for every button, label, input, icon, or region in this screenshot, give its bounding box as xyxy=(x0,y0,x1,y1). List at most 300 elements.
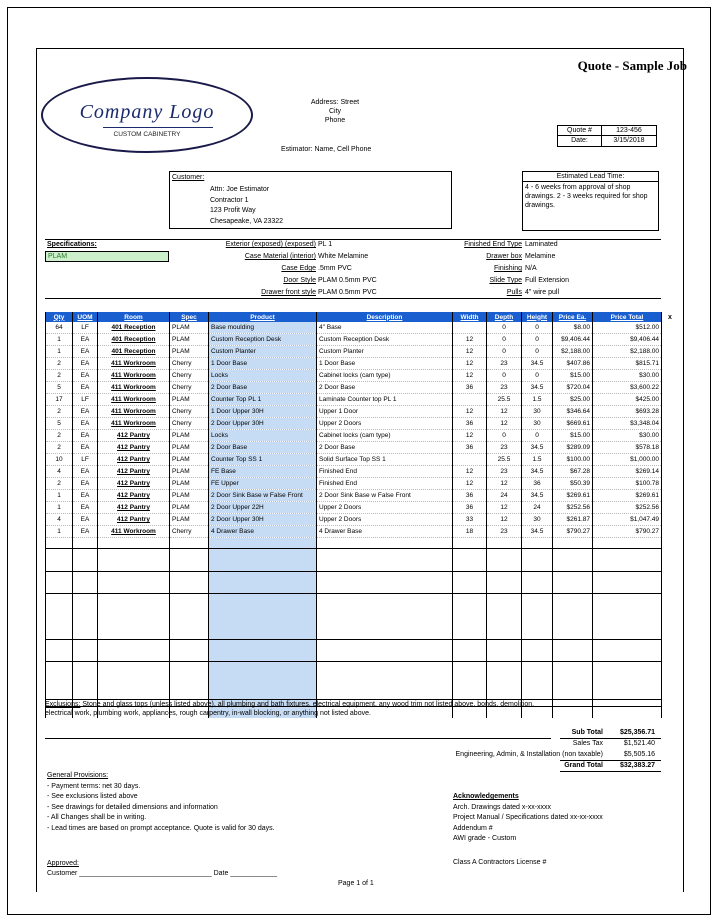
cell-qty: 1 xyxy=(46,334,73,346)
empty-cell xyxy=(553,605,593,616)
empty-cell xyxy=(453,639,487,650)
cell-width xyxy=(453,322,487,334)
col-room: Room xyxy=(98,312,170,322)
logo-subtitle: CUSTOM CABINETRY xyxy=(113,131,181,138)
empty-cell xyxy=(98,571,170,582)
cell-spec: Cherry xyxy=(170,382,209,394)
cell-uom: EA xyxy=(73,502,98,514)
cell-spec: PLAM xyxy=(170,394,209,406)
table-row xyxy=(46,442,662,454)
empty-cell xyxy=(73,639,98,650)
empty-cell xyxy=(593,571,662,582)
table-row xyxy=(46,418,662,430)
empty-row xyxy=(46,650,662,661)
cell-spec: PLAM xyxy=(170,346,209,358)
quote-date-value: 3/15/2018 xyxy=(613,137,645,144)
cell-height: 1.5 xyxy=(522,394,553,406)
empty-cell xyxy=(209,605,317,616)
cell-uom: EA xyxy=(73,478,98,490)
col-price-each: Price Ea. xyxy=(553,312,593,322)
cell-room: 411 Workroom xyxy=(98,382,170,394)
cell-uom: EA xyxy=(73,442,98,454)
acknowledgements-label: Acknowledgements xyxy=(453,793,519,800)
cell-width: 12 xyxy=(453,478,487,490)
cell-product: 1 Door Base xyxy=(209,358,317,370)
empty-cell xyxy=(170,594,209,605)
cell-description: Finished End xyxy=(317,478,453,490)
plam-highlight: PLAM xyxy=(45,251,169,262)
col-qty: Qty xyxy=(46,312,73,322)
empty-cell xyxy=(487,560,522,571)
empty-cell xyxy=(593,684,662,695)
contractor-license: Class A Contractors License # xyxy=(453,859,547,866)
cell-depth: 12 xyxy=(487,406,522,418)
cell-price-total: $2,188.00 xyxy=(593,346,662,358)
cell-depth: 0 xyxy=(487,430,522,442)
cell-height: 30 xyxy=(522,514,553,526)
cell-price-total: $269.14 xyxy=(593,466,662,478)
cell-room: 412 Pantry xyxy=(98,490,170,502)
cell-uom: EA xyxy=(73,490,98,502)
cell-qty: 2 xyxy=(46,358,73,370)
cell-description: Laminate Counter top PL 1 xyxy=(317,394,453,406)
cell-width: 12 xyxy=(453,346,487,358)
cell-qty: 4 xyxy=(46,466,73,478)
empty-cell xyxy=(46,662,73,673)
cell-spec: PLAM xyxy=(170,322,209,334)
cell-width: 12 xyxy=(453,406,487,418)
divider xyxy=(560,738,661,739)
cell-room: 411 Workroom xyxy=(98,394,170,406)
totals-row xyxy=(420,738,657,749)
spec-key: Slide Type xyxy=(489,277,522,284)
empty-cell xyxy=(209,628,317,639)
empty-row xyxy=(46,538,662,549)
cell-spec: Cherry xyxy=(170,526,209,538)
empty-cell xyxy=(209,571,317,582)
col-product: Product xyxy=(209,312,317,322)
cell-price-total: $512.00 xyxy=(593,322,662,334)
empty-cell xyxy=(73,605,98,616)
empty-cell xyxy=(553,549,593,560)
empty-cell xyxy=(487,583,522,594)
empty-cell xyxy=(209,673,317,684)
cell-price-total: $815.71 xyxy=(593,358,662,370)
cell-qty: 5 xyxy=(46,382,73,394)
cell-uom: EA xyxy=(73,346,98,358)
empty-cell xyxy=(170,571,209,582)
cell-depth: 12 xyxy=(487,514,522,526)
cell-height: 30 xyxy=(522,418,553,430)
customer-line: Attn: Joe Estimator xyxy=(210,186,270,193)
empty-cell xyxy=(553,662,593,673)
customer-label: Customer: xyxy=(172,174,205,181)
cell-spec: PLAM xyxy=(170,430,209,442)
customer-line: Chesapeake, VA 23322 xyxy=(210,217,284,225)
empty-cell xyxy=(170,673,209,684)
cell-width: 36 xyxy=(453,490,487,502)
empty-cell xyxy=(453,549,487,560)
cell-price-each: $9,406.44 xyxy=(553,334,593,346)
cell-room: 401 Reception xyxy=(98,322,170,334)
lead-time-label: Estimated Lead Time: xyxy=(523,172,658,182)
cell-spec: PLAM xyxy=(170,502,209,514)
provision-item: - Lead times are based on prompt acceptance. Quote is valid for 30 days. xyxy=(47,824,275,832)
empty-cell xyxy=(553,707,593,718)
empty-cell xyxy=(209,594,317,605)
cell-uom: EA xyxy=(73,430,98,442)
cell-width: 36 xyxy=(453,502,487,514)
cell-price-total: $252.56 xyxy=(593,502,662,514)
spec-key: Drawer front style xyxy=(261,289,316,296)
table-row xyxy=(46,346,662,358)
cell-height: 34.5 xyxy=(522,382,553,394)
empty-cell xyxy=(46,639,73,650)
cell-uom: LF xyxy=(73,394,98,406)
cell-spec: PLAM xyxy=(170,466,209,478)
empty-row xyxy=(46,628,662,639)
cell-depth: 24 xyxy=(487,490,522,502)
ack-item: Project Manual / Specifications dated xx-xx-xxxx xyxy=(453,814,603,821)
empty-cell xyxy=(553,594,593,605)
cell-spec: PLAM xyxy=(170,454,209,466)
empty-cell xyxy=(317,628,453,639)
page-number: Page 1 of 1 xyxy=(338,880,374,887)
provision-item: - All Changes shall be in writing. xyxy=(47,814,147,821)
provision-item: - Payment terms: net 30 days. xyxy=(47,782,141,790)
spec-key: Case Material (interior) xyxy=(244,253,316,260)
spec-value: Laminated xyxy=(525,241,558,248)
empty-cell xyxy=(453,617,487,628)
cell-price-each: $8.00 xyxy=(553,322,593,334)
empty-cell xyxy=(98,538,170,549)
cell-height: 36 xyxy=(522,478,553,490)
cell-spec: Cherry xyxy=(170,358,209,370)
cell-room: 411 Workroom xyxy=(98,526,170,538)
cell-depth: 23 xyxy=(487,466,522,478)
empty-cell xyxy=(522,594,553,605)
cell-product: Counter Top PL 1 xyxy=(209,394,317,406)
logo-name: Company Logo xyxy=(79,101,215,123)
general-provisions-label: General Provisions: xyxy=(47,772,109,779)
cell-width: 12 xyxy=(453,430,487,442)
empty-cell xyxy=(553,696,593,707)
cell-spec: Cherry xyxy=(170,406,209,418)
empty-cell xyxy=(487,628,522,639)
cell-width: 36 xyxy=(453,382,487,394)
cell-width: 12 xyxy=(453,358,487,370)
col-height: Height xyxy=(522,312,553,322)
empty-cell xyxy=(98,583,170,594)
cell-depth: 23 xyxy=(487,382,522,394)
empty-cell xyxy=(170,549,209,560)
empty-cell xyxy=(487,538,522,549)
cell-width: 18 xyxy=(453,526,487,538)
total-value: $25,356.71 xyxy=(619,729,655,736)
empty-row xyxy=(46,605,662,616)
empty-cell xyxy=(170,650,209,661)
empty-cell xyxy=(593,628,662,639)
empty-cell xyxy=(522,617,553,628)
cell-height: 24 xyxy=(522,502,553,514)
empty-cell xyxy=(98,594,170,605)
empty-cell xyxy=(98,605,170,616)
cell-width xyxy=(453,394,487,406)
table-row xyxy=(46,430,662,442)
empty-cell xyxy=(317,549,453,560)
empty-cell xyxy=(46,605,73,616)
cell-width: 36 xyxy=(453,442,487,454)
address-phone: Phone xyxy=(324,117,346,124)
cell-depth: 0 xyxy=(487,322,522,334)
empty-cell xyxy=(209,650,317,661)
table-row xyxy=(46,490,662,502)
cell-qty: 2 xyxy=(46,430,73,442)
cell-room: 412 Pantry xyxy=(98,454,170,466)
cell-product: Custom Planter xyxy=(209,346,317,358)
empty-cell xyxy=(317,538,453,549)
quote-date-label: Date: xyxy=(558,136,602,146)
cell-price-total: $30.00 xyxy=(593,430,662,442)
customer-box xyxy=(169,171,452,229)
col-price-total: Price Total xyxy=(593,312,662,322)
empty-cell xyxy=(487,594,522,605)
exclusions-body: Stone and glass tops (unless listed above), all plumbing and bath fixtures, electrical equipment, any wood trim not listed above, bonds, demolition, electrical work, plumbing work, appliances, rough carpentry, in-wall blocking, or anything not listed above. xyxy=(45,701,535,717)
cell-product: FE Upper xyxy=(209,478,317,490)
lead-time-text: 4 - 6 weeks from approval of shop drawings. 2 - 3 weeks required for shop drawings. xyxy=(525,184,648,209)
empty-row xyxy=(46,662,662,673)
empty-row xyxy=(46,594,662,605)
cell-description: Finished End xyxy=(317,466,453,478)
acknowledgements xyxy=(453,792,603,845)
empty-cell xyxy=(170,662,209,673)
empty-row xyxy=(46,673,662,684)
cell-description: Upper 2 Doors xyxy=(317,418,453,430)
cell-uom: EA xyxy=(73,514,98,526)
table-row xyxy=(46,454,662,466)
cell-depth: 23 xyxy=(487,526,522,538)
cell-product: 2 Door Sink Base w False Front xyxy=(209,490,317,502)
cell-price-each: $15.00 xyxy=(553,430,593,442)
provision-item: - See exclusions listed above xyxy=(47,793,138,800)
empty-cell xyxy=(170,617,209,628)
empty-cell xyxy=(453,571,487,582)
cell-price-each: $790.27 xyxy=(553,526,593,538)
provision-item: - See drawings for detailed dimensions and information xyxy=(47,803,218,811)
customer-line: 123 Profit Way xyxy=(210,207,256,214)
empty-cell xyxy=(593,673,662,684)
empty-cell xyxy=(487,650,522,661)
cell-depth: 23 xyxy=(487,358,522,370)
totals-block xyxy=(420,727,657,771)
ack-item: Arch. Drawings dated x-xx-xxxx xyxy=(453,803,552,811)
customer-line: Contractor 1 xyxy=(210,196,249,204)
cell-price-total: $100.78 xyxy=(593,478,662,490)
empty-cell xyxy=(98,628,170,639)
table-row xyxy=(46,406,662,418)
spec-key: Finished End Type xyxy=(464,241,522,248)
spec-key: Drawer box xyxy=(486,253,522,260)
cell-depth: 12 xyxy=(487,502,522,514)
cell-product: 2 Door Upper 22H xyxy=(209,502,317,514)
approved-label: Approved: xyxy=(47,860,79,867)
empty-cell xyxy=(453,650,487,661)
cell-width: 33 xyxy=(453,514,487,526)
totals-row xyxy=(420,760,657,771)
cell-description: 1 Door Base xyxy=(317,358,453,370)
total-value: $1,521.40 xyxy=(623,740,655,747)
table-header-row xyxy=(46,312,662,322)
cell-room: 412 Pantry xyxy=(98,502,170,514)
empty-cell xyxy=(73,650,98,661)
empty-cell xyxy=(593,650,662,661)
empty-cell xyxy=(170,684,209,695)
cell-height: 1.5 xyxy=(522,454,553,466)
empty-cell xyxy=(209,538,317,549)
empty-cell xyxy=(593,560,662,571)
cell-depth: 0 xyxy=(487,346,522,358)
empty-cell xyxy=(522,673,553,684)
empty-cell xyxy=(317,662,453,673)
cell-height: 0 xyxy=(522,334,553,346)
divider xyxy=(45,239,661,240)
extra-marker: x xyxy=(668,314,672,321)
col-description: Description xyxy=(317,312,453,322)
cell-room: 411 Workroom xyxy=(98,406,170,418)
empty-cell xyxy=(170,639,209,650)
empty-cell xyxy=(453,673,487,684)
cell-product: Counter Top SS 1 xyxy=(209,454,317,466)
empty-cell xyxy=(209,560,317,571)
empty-cell xyxy=(522,639,553,650)
cell-height: 0 xyxy=(522,322,553,334)
cell-price-each: $50.39 xyxy=(553,478,593,490)
col-depth: Depth xyxy=(487,312,522,322)
empty-cell xyxy=(553,538,593,549)
empty-cell xyxy=(553,560,593,571)
address-city: City xyxy=(328,108,342,115)
empty-cell xyxy=(98,650,170,661)
table-row xyxy=(46,370,662,382)
empty-cell xyxy=(553,639,593,650)
general-provisions xyxy=(47,771,275,834)
empty-cell xyxy=(453,538,487,549)
empty-cell xyxy=(73,538,98,549)
empty-cell xyxy=(522,538,553,549)
empty-cell xyxy=(73,628,98,639)
cell-product: 2 Door Base xyxy=(209,442,317,454)
cell-product: Locks xyxy=(209,430,317,442)
customer-lines xyxy=(210,185,283,227)
empty-cell xyxy=(46,538,73,549)
total-label: Sub Total xyxy=(571,729,603,736)
cell-qty: 1 xyxy=(46,346,73,358)
cell-description: Upper 2 Doors xyxy=(317,514,453,526)
cell-price-each: $67.28 xyxy=(553,466,593,478)
empty-cell xyxy=(98,560,170,571)
cell-depth: 25.5 xyxy=(487,454,522,466)
empty-cell xyxy=(170,605,209,616)
empty-cell xyxy=(593,538,662,549)
spec-value: Full Extension xyxy=(525,277,569,284)
empty-cell xyxy=(593,662,662,673)
approval-block xyxy=(47,859,277,879)
empty-cell xyxy=(487,549,522,560)
empty-cell xyxy=(593,707,662,718)
cell-product: FE Base xyxy=(209,466,317,478)
empty-cell xyxy=(487,684,522,695)
empty-cell xyxy=(73,662,98,673)
divider xyxy=(560,771,661,772)
logo-divider xyxy=(103,127,213,128)
empty-cell xyxy=(73,560,98,571)
cell-width: 12 xyxy=(453,466,487,478)
cell-qty: 2 xyxy=(46,370,73,382)
empty-cell xyxy=(46,650,73,661)
spec-value: PLAM 0.5mm PVC xyxy=(318,289,377,296)
cell-price-each: $720.04 xyxy=(553,382,593,394)
empty-cell xyxy=(553,650,593,661)
ack-item: Addendum # xyxy=(453,824,493,832)
table-row xyxy=(46,502,662,514)
cell-price-total: $3,348.04 xyxy=(593,418,662,430)
cell-price-total: $9,406.44 xyxy=(593,334,662,346)
cell-product: Locks xyxy=(209,370,317,382)
empty-cell xyxy=(73,673,98,684)
cell-spec: Cherry xyxy=(170,370,209,382)
table-row xyxy=(46,358,662,370)
empty-cell xyxy=(46,583,73,594)
cell-qty: 2 xyxy=(46,442,73,454)
empty-row xyxy=(46,684,662,695)
cell-height: 0 xyxy=(522,370,553,382)
cell-qty: 5 xyxy=(46,418,73,430)
cell-price-total: $30.00 xyxy=(593,370,662,382)
cell-qty: 1 xyxy=(46,502,73,514)
cell-spec: PLAM xyxy=(170,478,209,490)
cell-product: 2 Door Upper 30H xyxy=(209,418,317,430)
cell-price-each: $269.61 xyxy=(553,490,593,502)
cell-description: 2 Door Base xyxy=(317,442,453,454)
cell-qty: 2 xyxy=(46,478,73,490)
empty-cell xyxy=(593,549,662,560)
cell-height: 34.5 xyxy=(522,442,553,454)
cell-uom: LF xyxy=(73,454,98,466)
cell-spec: PLAM xyxy=(170,490,209,502)
empty-cell xyxy=(98,662,170,673)
spec-value: White Melamine xyxy=(318,253,369,260)
empty-cell xyxy=(522,684,553,695)
col-uom: UOM xyxy=(73,312,98,322)
empty-cell xyxy=(522,628,553,639)
spec-value: PL 1 xyxy=(318,241,333,248)
cell-height: 0 xyxy=(522,430,553,442)
cell-description: Upper 1 Door xyxy=(317,406,453,418)
empty-cell xyxy=(73,617,98,628)
ack-item: AWI grade - Custom xyxy=(453,835,517,842)
customer-signature-line[interactable]: Customer __________________________________ Date ____________ xyxy=(47,870,278,877)
cell-description: Cabinet locks (cam type) xyxy=(317,430,453,442)
empty-cell xyxy=(553,673,593,684)
cell-uom: EA xyxy=(73,418,98,430)
empty-cell xyxy=(209,583,317,594)
cell-description: 2 Door Sink Base w False Front xyxy=(317,490,453,502)
cell-qty: 2 xyxy=(46,406,73,418)
cell-price-each: $407.86 xyxy=(553,358,593,370)
empty-cell xyxy=(593,583,662,594)
empty-cell xyxy=(209,684,317,695)
empty-cell xyxy=(553,684,593,695)
